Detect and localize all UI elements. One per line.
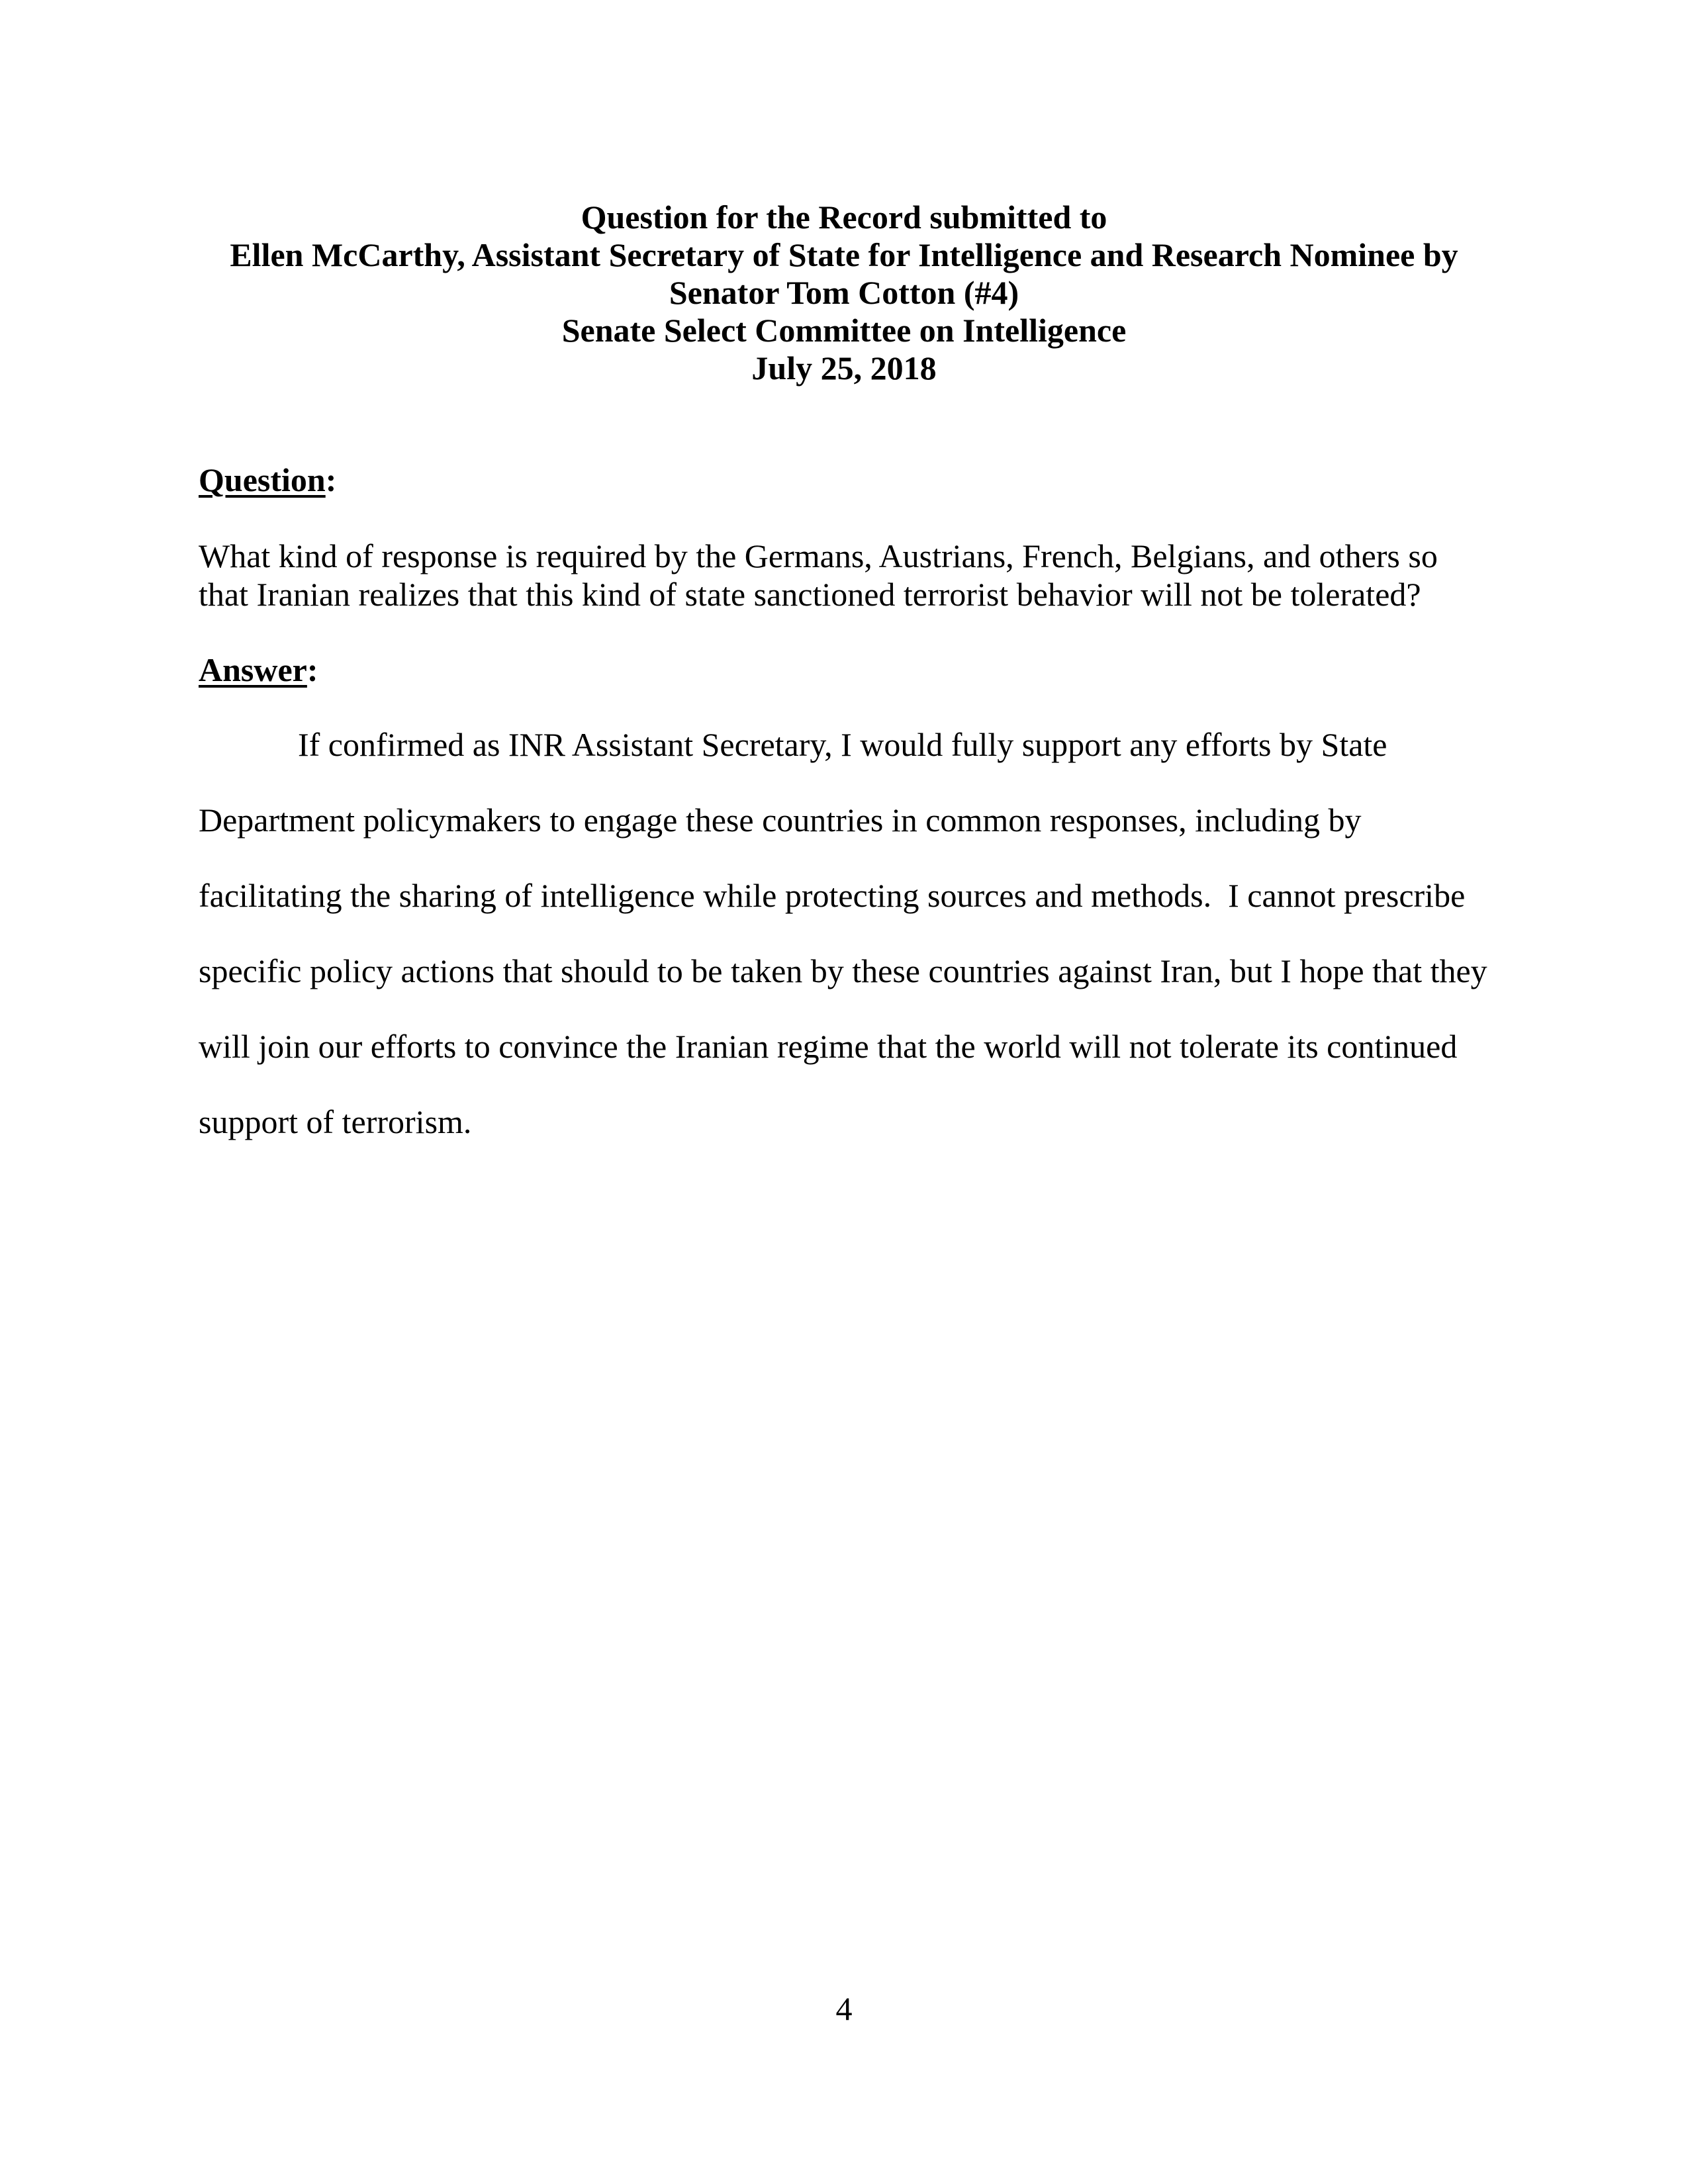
answer-text <box>199 707 1489 1160</box>
question-text <box>199 537 1489 614</box>
answer-line: Department policymakers to engage these countries in common responses, including by <box>199 801 1362 839</box>
header-committee: Senate Select Committee on Intelligence <box>561 312 1127 349</box>
answer-line: specific policy actions that should to be taken by these countries against Iran, but I hope that they <box>199 952 1487 989</box>
document-header <box>199 199 1489 387</box>
question-label: Question <box>199 461 326 498</box>
answer-heading <box>199 651 1489 689</box>
question-line: What kind of response is required by the Germans, Austrians, French, Belgians, and others so <box>199 537 1438 574</box>
answer-line: support of terrorism. <box>199 1103 472 1140</box>
answer-line: will join our efforts to convince the Iranian regime that the world will not tolerate its continued <box>199 1028 1458 1065</box>
question-colon: : <box>325 461 337 498</box>
answer-label: Answer <box>199 651 307 688</box>
header-nominee: Ellen McCarthy, Assistant Secretary of State for Intelligence and Research Nominee by <box>230 236 1458 273</box>
question-heading <box>199 461 1489 499</box>
header-senator: Senator Tom Cotton (#4) <box>669 274 1019 311</box>
header-title: Question for the Record submitted to <box>581 199 1107 236</box>
answer-line: facilitating the sharing of intelligence while protecting sources and methods. I cannot prescribe <box>199 877 1466 914</box>
header-date: July 25, 2018 <box>751 349 937 387</box>
page-number: 4 <box>835 1990 853 2027</box>
question-line: that Iranian realizes that this kind of state sanctioned terrorist behavior will not be tolerated? <box>199 576 1421 613</box>
answer-colon: : <box>306 651 318 688</box>
answer-line: If confirmed as INR Assistant Secretary, I would fully support any efforts by State <box>298 726 1387 763</box>
